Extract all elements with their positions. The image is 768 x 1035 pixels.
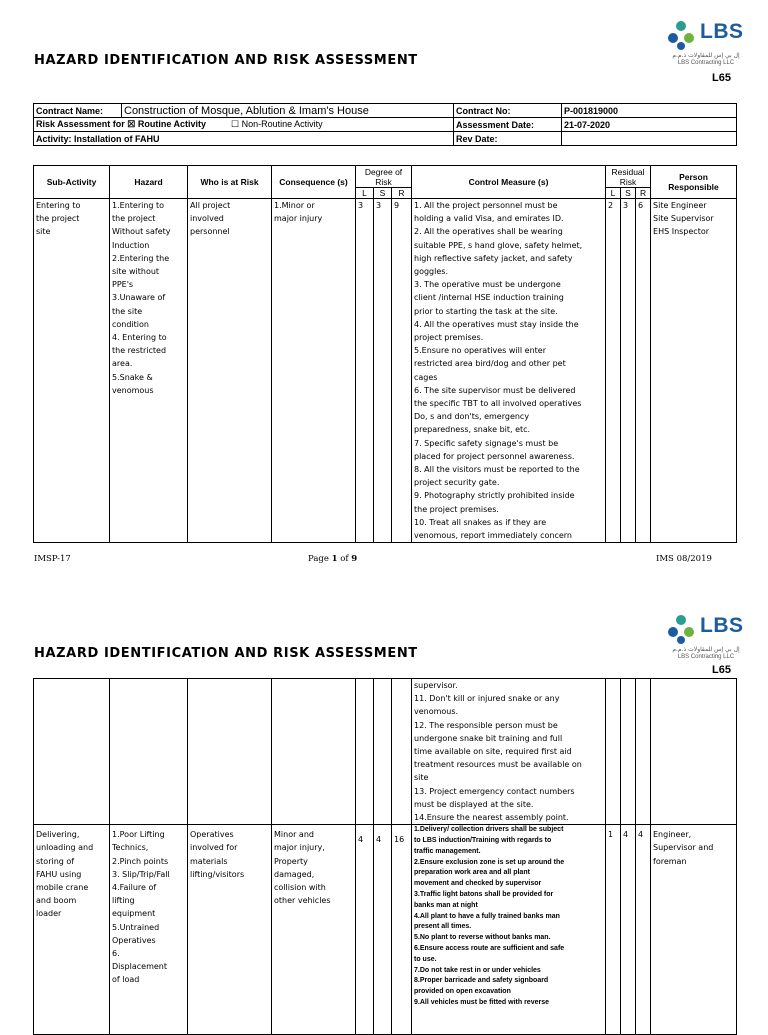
cell-line: 10. Treat all snakes as if they are — [414, 517, 547, 527]
header-person-responsible: Person Responsible — [651, 166, 737, 199]
cell-line: the specific TBT to all involved operatives — [414, 399, 582, 409]
cell-line: lifting/visitors — [190, 869, 245, 879]
cell-line: area. — [112, 359, 133, 369]
cell-line: 13. Project emergency contact numbers — [414, 786, 575, 796]
cell-line: Minor and — [274, 830, 314, 840]
header-l: L — [356, 188, 374, 199]
cell-line: Induction — [112, 240, 150, 250]
cell-line: 1.Delivery/ collection drivers shall be subject — [414, 826, 564, 834]
cell-line: treatment resources must be available on — [414, 760, 582, 770]
residual-l-value: 1 — [606, 825, 621, 1035]
cell-line: movement and checked by supervisor — [414, 880, 542, 888]
cell-line: equipment — [112, 909, 156, 919]
contract-name-label: Contract Name: — [34, 104, 122, 118]
cell-line: Displacement — [112, 962, 167, 972]
empty-cell — [374, 679, 392, 825]
logo-arabic-text: إل بي إس للمقاولات ذ.م.م — [672, 646, 740, 653]
cell-line: 5.Untrained — [112, 922, 160, 932]
cell-line: venomous, report immediately concern — [414, 531, 573, 541]
lbs-logo-icon — [664, 612, 698, 646]
person-responsible-cell — [651, 825, 737, 1035]
page-prefix: Page — [308, 554, 332, 564]
cell-line: Property — [274, 856, 308, 866]
cell-line: and boom — [36, 896, 77, 906]
cell-line: the restricted — [112, 346, 167, 356]
empty-cell — [34, 679, 110, 825]
cell-line: 3.Traffic light batons shall be provided for — [414, 891, 554, 899]
assessment-date-value: 21-07-2020 — [562, 118, 737, 132]
cell-line: 5.No plant to reverse without banks man. — [414, 934, 551, 942]
cell-line: involved for — [190, 843, 238, 853]
cell-line: 9.All vehicles must be fitted with reverse — [414, 998, 549, 1006]
cell-line: major injury, — [274, 843, 325, 853]
risk-s-value: 3 — [374, 199, 392, 543]
risk-r-value: 16 — [392, 825, 412, 1035]
risk-l-value: 3 — [356, 199, 374, 543]
cell-line: 8.Proper barricade and safety signboard — [414, 977, 549, 985]
cell-line: 2.Pinch points — [112, 856, 169, 866]
cell-line: time available on site, required first aid — [414, 747, 572, 757]
empty-cell — [621, 679, 636, 825]
cell-line: 5.Ensure no operatives will enter — [414, 346, 546, 356]
header-r: R — [392, 188, 412, 199]
document-title: HAZARD IDENTIFICATION AND RISK ASSESSMENT — [34, 53, 418, 68]
cell-line: cages — [414, 372, 438, 382]
cell-line: holding a valid Visa, and emirates ID. — [414, 214, 564, 224]
page-total: 9 — [351, 554, 358, 564]
cell-line: 7. Specific safety signage's must be — [414, 438, 559, 448]
document-code-page-2: L65 — [712, 664, 731, 676]
cell-line: site without — [112, 267, 160, 277]
cell-line: Do, s and don'ts, emergency — [414, 412, 530, 422]
assessment-date-label: Assessment Date: — [454, 118, 562, 132]
cell-line: PPE's — [112, 280, 134, 290]
page-of: of — [337, 554, 352, 564]
cell-line: unloading and — [36, 843, 94, 853]
cell-line: involved — [190, 214, 224, 224]
cell-line: must be displayed at the site. — [414, 799, 534, 809]
sub-activity-cell — [34, 825, 110, 1035]
header-sub-activity: Sub-Activity — [34, 166, 110, 199]
who-at-risk-cell — [188, 825, 272, 1035]
cell-line: 4.All plant to have a fully trained banks man — [414, 912, 560, 920]
hazard-cell — [110, 825, 188, 1035]
cell-line: 1.Entering to — [112, 201, 165, 210]
residual-r-value: 4 — [636, 825, 651, 1035]
table-row — [34, 679, 737, 825]
cell-line: 6. — [112, 949, 120, 959]
header-residual-l: L — [606, 188, 621, 199]
page-current: 1 — [331, 554, 338, 564]
cell-line: 14.Ensure the nearest assembly point. — [414, 813, 569, 823]
control-measures-continued-cell — [412, 679, 606, 825]
cell-line: EHS Inspector — [653, 227, 710, 237]
cell-line: to LBS induction/Training with regards to — [414, 837, 552, 845]
header-residual-r: R — [636, 188, 651, 199]
cell-line: the site — [112, 306, 143, 316]
residual-s-value: 4 — [621, 825, 636, 1035]
cell-line: 3.Unaware of — [112, 293, 166, 303]
empty-cell — [651, 679, 737, 825]
cell-line: the project — [36, 214, 80, 224]
header-control-measures: Control Measure (s) — [412, 166, 606, 199]
empty-cell — [636, 679, 651, 825]
cell-line: prior to starting the task at the site. — [414, 306, 558, 316]
cell-line: present all times. — [414, 923, 472, 931]
cell-line: lifting — [112, 896, 135, 906]
cell-line: 3. The operative must be undergone — [414, 280, 561, 290]
cell-line: suitable PPE, s hand glove, safety helmet, — [414, 240, 583, 250]
cell-line: FAHU using — [36, 869, 82, 879]
cell-line: 1. All the project personnel must be — [414, 201, 558, 210]
cell-line: 4. All the operatives must stay inside the — [414, 319, 579, 329]
cell-line: loader — [36, 909, 62, 919]
risk-table-page-2 — [33, 678, 737, 1035]
empty-cell — [272, 679, 356, 825]
activity-label: Activity: Installation of FAHU — [34, 132, 454, 146]
cell-line: restricted area bird/dog and other pet — [414, 359, 566, 369]
empty-cell — [356, 679, 374, 825]
empty-cell — [110, 679, 188, 825]
cell-line: storing of — [36, 856, 75, 866]
cell-line: Operatives — [190, 830, 234, 840]
cell-line: Supervisor and — [653, 843, 714, 853]
empty-cell — [188, 679, 272, 825]
cell-line: 2.Ensure exclusion zone is set up around the — [414, 858, 565, 866]
cell-line: undergone snake bit training and full — [414, 733, 563, 743]
cell-line: traffic management. — [414, 847, 481, 855]
rev-date-label: Rev Date: — [454, 132, 562, 146]
cell-line: personnel — [190, 227, 230, 237]
cell-line: All project — [190, 201, 231, 210]
risk-l-value: 4 — [356, 825, 374, 1035]
consequence-cell — [272, 825, 356, 1035]
cell-line: project security gate. — [414, 478, 500, 488]
cell-line: other vehicles — [274, 896, 331, 906]
header-consequence: Consequence (s) — [272, 166, 356, 199]
cell-line: Technics, — [112, 843, 149, 853]
cell-line: 1.Minor or — [274, 201, 315, 210]
cell-line: to use. — [414, 955, 437, 963]
header-residual-risk: Residual Risk — [606, 166, 651, 188]
logo-name: LBS — [700, 614, 744, 637]
logo-arabic-text: إل بي إس للمقاولات ذ.م.م — [672, 52, 740, 59]
cell-line: Site Engineer — [653, 201, 707, 210]
cell-line: supervisor. — [414, 681, 458, 690]
non-routine-checkbox-icon[interactable]: ☐ — [231, 119, 240, 129]
cell-line: 9. Photography strictly prohibited inside — [414, 491, 575, 501]
document-title-page-2: HAZARD IDENTIFICATION AND RISK ASSESSMENT — [34, 646, 418, 661]
cell-line: preparedness, snake bit, etc. — [414, 425, 531, 435]
logo-subtitle: LBS Contracting LLC — [677, 60, 735, 66]
footer-right: IMS 08/2019 — [656, 554, 712, 564]
cell-line: 2. All the operatives shall be wearing — [414, 227, 563, 237]
cell-line: condition — [112, 319, 149, 329]
header-who-at-risk: Who is at Risk — [188, 166, 272, 199]
control-measures-cell — [412, 825, 606, 1035]
risk-s-value: 4 — [374, 825, 392, 1035]
header-residual-s: S — [621, 188, 636, 199]
cell-line: banks man at night — [414, 901, 478, 909]
cell-line: site — [36, 227, 51, 237]
cell-line: Without safety — [112, 227, 171, 237]
document-code: L65 — [712, 72, 731, 84]
cell-line: 11. Don't kill or injured snake or any — [414, 694, 560, 704]
cell-line: venomous — [112, 385, 154, 395]
cell-line: placed for project personnel awareness. — [414, 451, 575, 461]
cell-line: client /internal HSE induction training — [414, 293, 564, 303]
cell-line: major injury — [274, 214, 323, 224]
cell-line: 6.Ensure access route are sufficient and safe — [414, 945, 565, 952]
cell-line: of load — [112, 975, 140, 985]
contract-name-value: Construction of Mosque, Ablution & Imam's House — [122, 104, 454, 118]
cell-line: preparation work area and all plant — [414, 869, 530, 877]
cell-line: damaged, — [274, 869, 315, 879]
cell-line: 2.Entering the — [112, 253, 170, 263]
cell-line: 3. Slip/Trip/Fall — [112, 869, 170, 879]
cell-line: materials — [190, 856, 228, 866]
cell-line: the project — [112, 214, 156, 224]
contract-no-value: P-001819000 — [562, 104, 737, 118]
residual-s-value: 3 — [621, 199, 636, 543]
empty-cell — [392, 679, 412, 825]
cell-line: 4.Failure of — [112, 883, 157, 893]
footer-left: IMSP-17 — [34, 554, 71, 564]
cell-line: Engineer, — [653, 830, 692, 840]
routine-checkbox-icon[interactable]: ☒ — [127, 119, 136, 129]
risk-assessment-label: Risk Assessment for — [36, 119, 125, 129]
cell-line: 4. Entering to — [112, 333, 167, 343]
cell-line: provided on open excavation — [414, 988, 511, 996]
empty-cell — [606, 679, 621, 825]
header-s: S — [374, 188, 392, 199]
risk-r-value: 9 — [392, 199, 412, 543]
header-hazard: Hazard — [110, 166, 188, 199]
logo-name: LBS — [700, 20, 744, 43]
residual-l-value: 2 — [606, 199, 621, 543]
cell-line: 6. The site supervisor must be delivered — [414, 385, 576, 395]
non-routine-label: Non-Routine Activity — [241, 119, 323, 129]
cell-line: 1.Poor Lifting — [112, 830, 165, 840]
cell-line: Site Supervisor — [653, 214, 714, 224]
contract-no-label: Contract No: — [454, 104, 562, 118]
cell-line: site — [414, 773, 429, 783]
cell-line: collision with — [274, 883, 326, 893]
cell-line: Delivering, — [36, 830, 80, 840]
cell-line: 5.Snake & — [112, 372, 153, 382]
table-row — [34, 825, 737, 1035]
cell-line: Operatives — [112, 935, 156, 945]
cell-line: mobile crane — [36, 883, 89, 893]
cell-line: goggles. — [414, 267, 448, 277]
cell-line: the project premises. — [414, 504, 499, 514]
cell-line: project premises. — [414, 333, 484, 343]
cell-line: 7.Do not take rest in or under vehicles — [414, 966, 541, 974]
cell-line: high reflective safety jacket, and safety — [414, 253, 573, 263]
header-degree-of-risk: Degree of Risk — [356, 166, 412, 188]
logo-subtitle: LBS Contracting LLC — [677, 654, 735, 660]
cell-line: 8. All the visitors must be reported to the — [414, 465, 580, 475]
residual-r-value: 6 — [636, 199, 651, 543]
cell-line: Entering to — [36, 201, 81, 210]
cell-line: foreman — [653, 856, 687, 866]
routine-label: Routine Activity — [137, 119, 207, 129]
cell-line: 12. The responsible person must be — [414, 720, 558, 730]
cell-line: venomous. — [414, 707, 459, 717]
